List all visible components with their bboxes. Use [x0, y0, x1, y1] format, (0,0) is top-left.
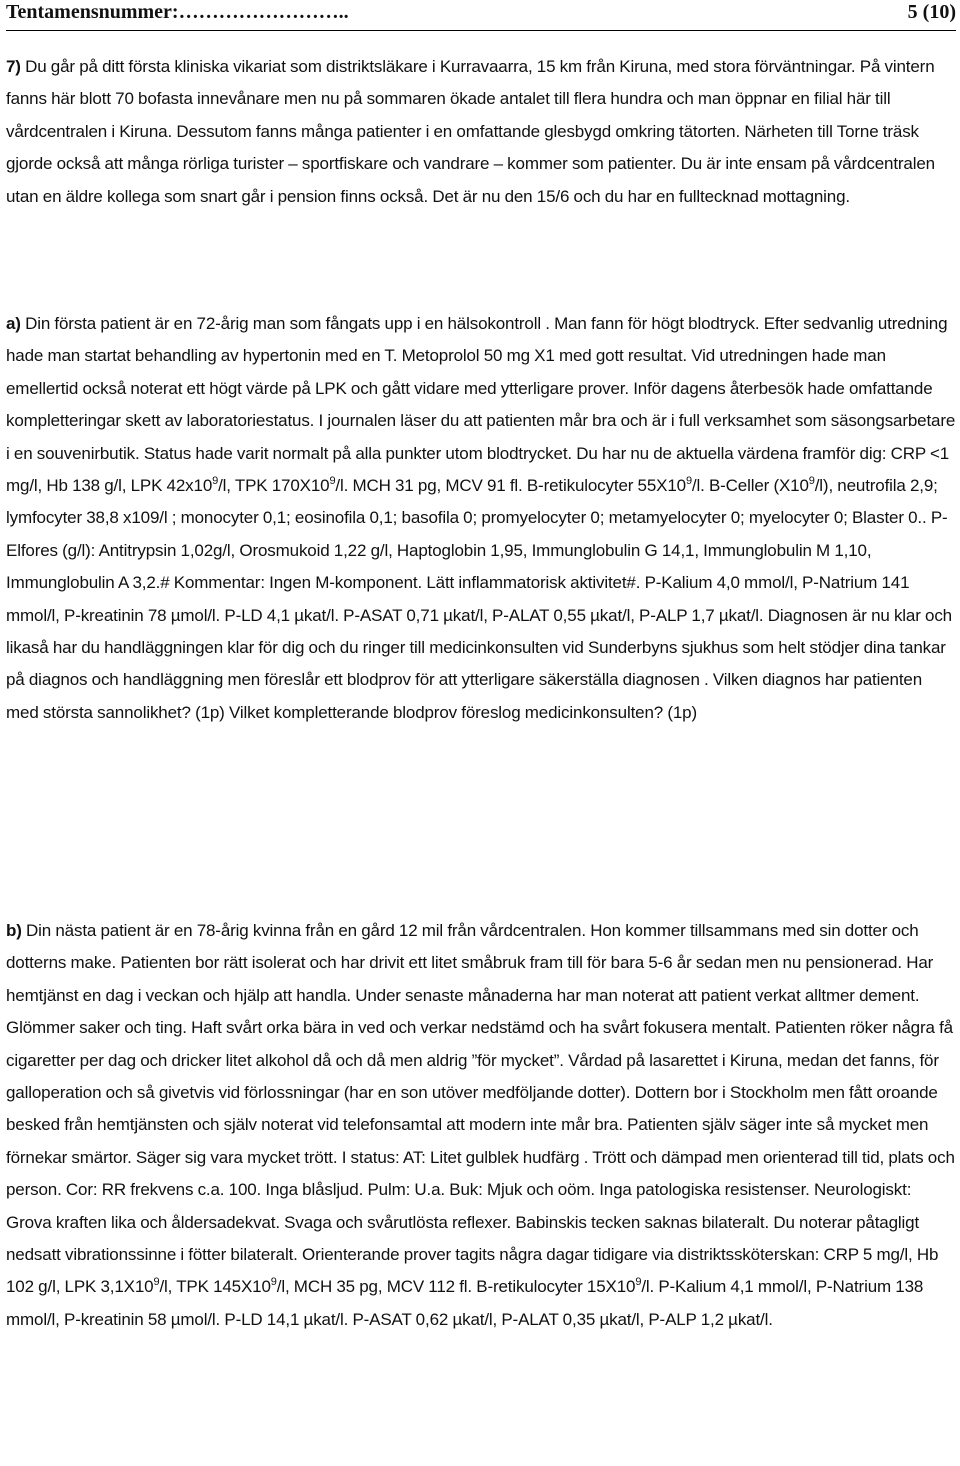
question-7 [6, 51, 956, 213]
part-b-intro: Din nästa patient är en 78-årig kvinna från en gård 12 mil från vårdcentralen. Hon kommer tillsammans med sin dotter och dotterns make. Patienten bor rätt isolerat och har drivit ett litet småbruk fram till för bara 5-6 år sedan men nu pensionerad. Har hemtjänst en dag i veckan och hjälp att handla. Under senaste månaderna har man noterat att patient verkat alltmer dement. Glömmer saker och ting. Haft svårt orka bära in ved och verkar nedstämd och ha svårt fokusera mentalt. Patienten röker några få cigaretter per dag och dricker litet alkohol då och då men aldrig ”för mycket”. Vårdad på lasarettet i Kiruna, medan det fanns, för galloperation och så givetvis vid förlossningar (har en son utöver medföljande dotter). Dottern bor i Stockholm men fått oroande besked från hemtjänsten och själv noterat vid telefonsamtal att modern inte mår bra. Patienten själv säger inte så mycket men förnekar smärtor. Säger sig vara mycket trött. I status: AT: Litet gulblek hudfärg . Trött och dämpad men orienterad till tid, plats och person. Cor: RR frekvens c.a. 100. Inga blåsljud. Pulm: U.a. Buk: Mjuk och oöm. Inga patologiska resistenser. Neurologiskt: Grova kraften lika och åldersadekvat. Svaga och svårutlösta reflexer. Babinskis tecken saknas bilateralt. Du noterar påtagligt nedsatt vibrationssinne i fötter bilateralt. Orienterande prover tagits några dagar tidigare via distriktssköterskan: CRP 5 mg/l, Hb 102 g/l, LPK 3,1X10 [6, 921, 955, 1297]
question-part-b [6, 915, 956, 1336]
part-a-label: a) [6, 314, 21, 333]
exam-number-label: Tentamensnummer:…………………….. [6, 1, 349, 23]
question-number: 7) [6, 57, 21, 76]
question-part-a [6, 308, 956, 729]
part-b-text: /l, TPK 145X10 [159, 1277, 271, 1297]
part-a-text: /l. B-Celler (X10 [691, 476, 809, 496]
part-a-text: /l. MCH 31 pg, MCV 91 fl. B-retikulocyter 55X10 [335, 476, 686, 496]
part-a-superscript: 9 [329, 475, 336, 488]
part-a-intro: Din första patient är en 72-årig man som fångats upp i en hälsokontroll . Man fann för högt blodtryck. Efter sedvanlig utredning hade man startat behandling av hypertonin med en T. Metoprolol 50 mg X1 med gott resultat. Vid utredningen hade man emellertid också noterat ett högt värde på LPK och gått vidare med ytterligare prover. Inför dagens återbesök hade omfattande kompletteringar skett av laboratoriestatus. I journalen läser du att patienten mår bra och är i full verksamhet som säsongsarbetare i en souvenirbutik. Status hade varit normalt på alla punkter utom blodtrycket. Du har nu de aktuella värdena framför dig: CRP <1 mg/l, Hb 138 g/l, LPK 42x10 [6, 314, 956, 496]
part-a-paragraph [6, 308, 956, 729]
part-b-text: /l. P-Kalium 4,1 mmol/l, P-Natrium 138 mmol/l, P-kreatinin 58 µmol/l. P-LD 14,1 µkat/l. P-ASAT 0,62 µkat/l, P-ALAT 0,35 µkat/l, P-ALP 1,2 µkat/l. [6, 1277, 924, 1329]
part-b-label: b) [6, 921, 22, 940]
document-page [6, 0, 956, 1329]
part-a-superscript: 9 [685, 475, 692, 488]
part-a-superscript: 9 [808, 475, 815, 488]
part-a-text: /l, TPK 170X10 [218, 476, 330, 496]
part-b-paragraph [6, 915, 956, 1336]
part-a-superscript: 9 [212, 475, 219, 488]
part-b-superscript: 9 [153, 1276, 160, 1289]
page-number: 5 (10) [907, 1, 956, 23]
page-header [6, 0, 956, 31]
question-7-paragraph [6, 51, 956, 213]
question-7-text: Du går på ditt första kliniska vikariat som distriktsläkare i Kurravaarra, 15 km från Kiruna, med stora förväntningar. På vintern fanns här blott 70 bofasta innevånare men nu på sommaren ökade antalet till flera hundra och man öppnar en filial här till vårdcentralen i Kiruna. Dessutom fanns många patienter i en omfattande glesbygd omkring tätorten. Närheten till Torne träsk gjorde också att många rörliga turister – sportfiskare och vandrare – kommer som patienter. Du är inte ensam på vårdcentralen utan en äldre kollega som snart går i pension finns också. Det är nu den 15/6 och du har en fulltecknad mottagning. [6, 57, 935, 206]
part-b-text: /l, MCH 35 pg, MCV 112 fl. B-retikulocyter 15X10 [276, 1277, 636, 1297]
part-a-text: /l), neutrofila 2,9; lymfocyter 38,8 x109/l ; monocyter 0,1; eosinofila 0,1; basofila 0; promyelocyter 0; metamyelocyter 0; myelocyter 0; Blaster 0.. P-Elfores (g/l): Antitrypsin 1,02g/l, Orosmukoid 1,22 g/l, Haptoglobin 1,95, Immunglobulin G 14,1, Immunglobulin M 1,10, Immunglobulin A 3,2.# Kommentar: Ingen M-komponent. Lätt inflammatorisk aktivitet#. P-Kalium 4,0 mmol/l, P-Natrium 141 mmol/l, P-kreatinin 78 µmol/l. P-LD 4,1 µkat/l. P-ASAT 0,71 µkat/l, P-ALAT 0,55 µkat/l, P-ALP 1,7 µkat/l. Diagnosen är nu klar och likaså har du handläggningen klar för dig och du ringer till medicinkonsulten vid Sunderbyns sjukhus som helt stödjer dina tankar på diagnos och handläggning men föreslår ett blodprov för att ytterligare säkerställa diagnosen . Vilken diagnos har patienten med största sannolikhet? (1p) Vilket kompletterande blodprov föreslog medicinkonsulten? (1p) [6, 476, 952, 722]
part-b-superscript: 9 [635, 1276, 642, 1289]
part-b-superscript: 9 [270, 1276, 277, 1289]
